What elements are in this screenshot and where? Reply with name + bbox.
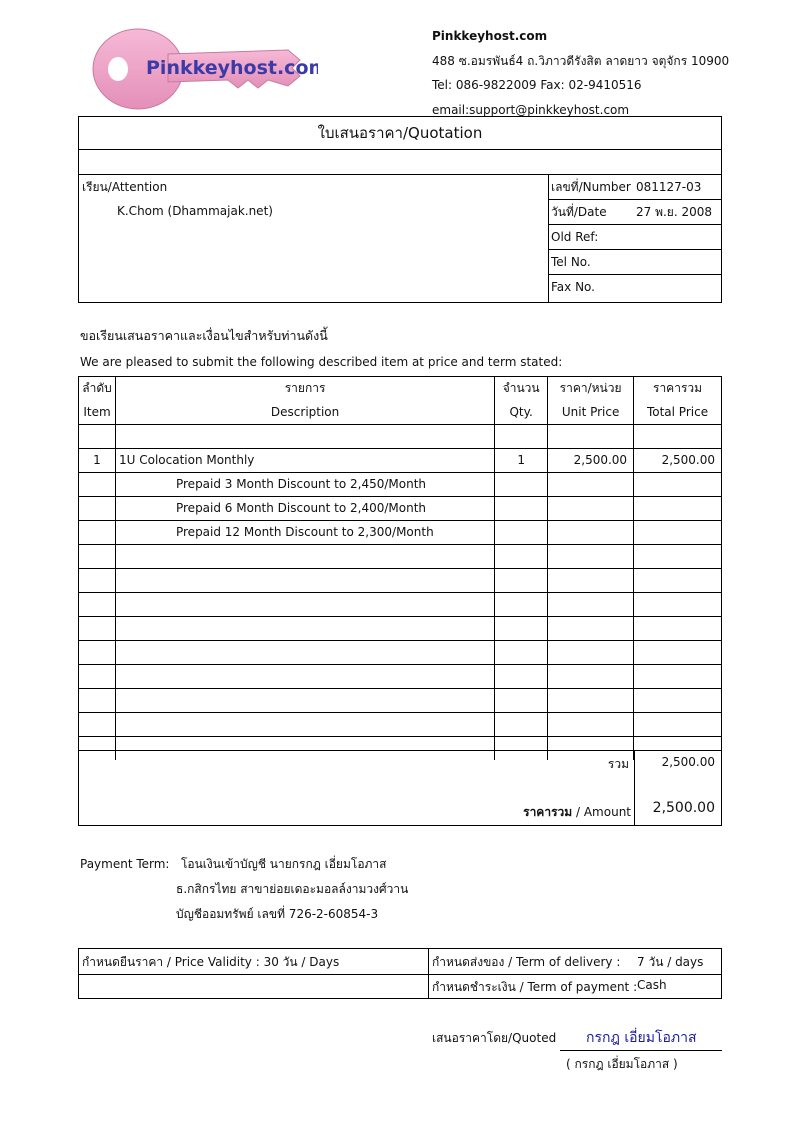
price-validity: กำหนดยืนราคา / Price Validity : 30 วัน / Days: [82, 955, 340, 969]
table-row: [79, 688, 722, 712]
meta-fax: Fax No.: [551, 280, 595, 294]
key-logo-icon: [88, 24, 318, 114]
table-row: [79, 568, 722, 592]
intro-thai: ขอเรียนเสนอราคาและเงื่อนไขสำหรับท่านดังนี้: [80, 328, 328, 343]
term-of-delivery: กำหนดส่งของ / Term of delivery : 7 วัน / days: [432, 955, 704, 969]
attention-label: เรียน/Attention: [82, 180, 168, 194]
meta-date: วันที่/Date 27 พ.ย. 2008: [548, 200, 721, 225]
payment-line-2: ธ.กสิกรไทย สาขาย่อยเดอะมอลล์งามวงศ์วาน: [176, 882, 409, 896]
payment-term: [80, 852, 408, 927]
term-of-payment: กำหนดชำระเงิน / Term of payment : Cash: [432, 978, 667, 994]
table-row: Prepaid 6 Month Discount to 2,400/Month: [79, 496, 722, 520]
table-row: [79, 616, 722, 640]
table-row: Prepaid 12 Month Discount to 2,300/Month: [79, 520, 722, 544]
table-row: [79, 664, 722, 688]
company-logo: [88, 24, 318, 114]
attention-cell: [79, 175, 549, 302]
quoted-by-label: เสนอราคาโดย/Quoted: [432, 1031, 557, 1045]
meta-cell: [548, 175, 721, 302]
title-spacer-row: [78, 149, 722, 175]
intro-english: We are pleased to submit the following described item at price and term stated:: [80, 355, 563, 369]
company-name: Pinkkeyhost.com: [432, 29, 548, 43]
table-row: [79, 712, 722, 736]
payment-line-1: โอนเงินเข้าบัญชี นายกรกฎ เอี่ยมโอภาส: [180, 857, 387, 871]
terms-row-line: [79, 974, 721, 975]
document-title: ใบเสนอราคา/Quotation: [78, 116, 722, 150]
signature-name: กรกฎ เอี่ยมโอภาส: [586, 1030, 697, 1046]
table-row: [79, 424, 722, 448]
signature-printed-name: ( กรกฎ เอี่ยมโอภาส ): [566, 1057, 678, 1071]
meta-old-ref: Old Ref:: [548, 225, 721, 250]
amount-value: 2,500.00: [652, 800, 715, 816]
totals-divider: [634, 751, 635, 825]
terms-block: [78, 948, 722, 999]
subtotal-label: รวม: [607, 757, 629, 771]
attention-value: K.Chom (Dhammajak.net): [117, 204, 273, 218]
company-address: 488 ซ.อมรพันธ์4 ถ.วิภาวดีรังสิต ลาดยาว จตุจักร 10900: [432, 53, 730, 68]
table-row: [79, 640, 722, 664]
totals-block: [78, 750, 722, 826]
table-row: 1 1U Colocation Monthly 1 2,500.00 2,500.00: [79, 448, 722, 472]
attention-block: [78, 174, 722, 303]
subtotal-value: 2,500.00: [661, 755, 715, 769]
table-row: [79, 592, 722, 616]
logo-text: Pinkkeyhost.com: [146, 57, 318, 79]
company-email: email:support@pinkkeyhost.com: [432, 102, 630, 117]
company-info: [432, 24, 729, 122]
signature-line: [560, 1050, 722, 1051]
meta-number: เลขที่/Number 081127-03: [548, 175, 721, 200]
table-row: [79, 544, 722, 568]
meta-tel: Tel No.: [548, 250, 721, 275]
payment-line-3: บัญชีออมทรัพย์ เลขที่ 726-2-60854-3: [176, 907, 379, 921]
payment-label: Payment Term:: [80, 857, 170, 871]
items-table: [78, 376, 722, 760]
company-phone: Tel: 086-9822009 Fax: 02-9410516: [432, 78, 642, 92]
amount-label: ราคารวม / Amount: [523, 805, 631, 819]
table-header-english: Item Description Qty. Unit Price Total Price: [79, 400, 722, 424]
table-row: Prepaid 3 Month Discount to 2,450/Month: [79, 472, 722, 496]
table-header-thai: ลำดับ รายการ จำนวน ราคา/หน่วย ราคารวม: [79, 376, 722, 400]
